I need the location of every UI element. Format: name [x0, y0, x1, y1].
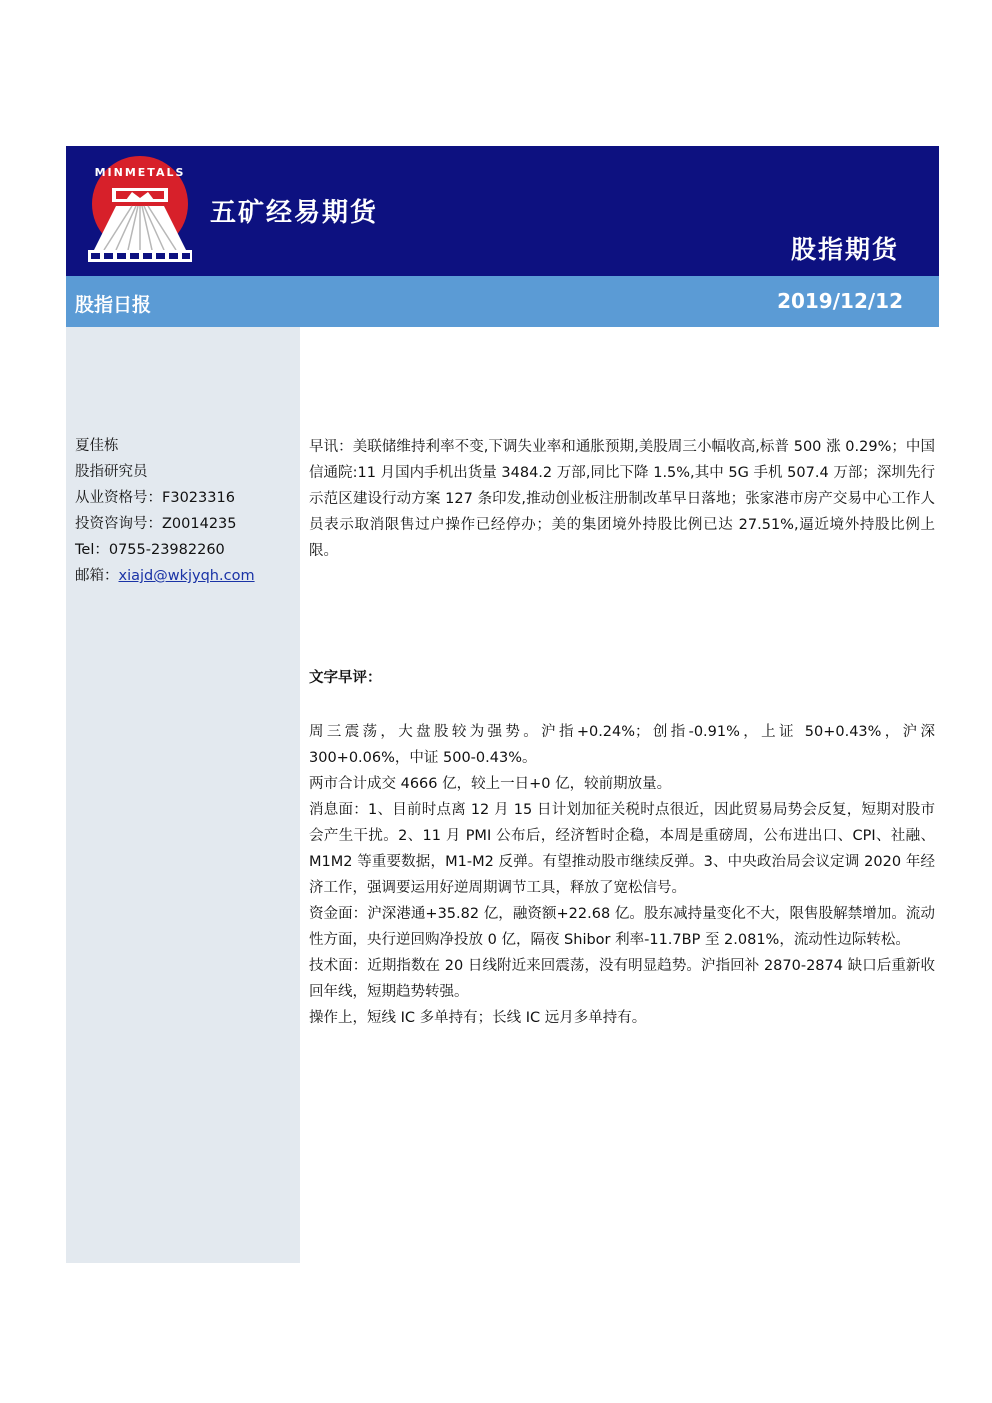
review-paragraph: 消息面：1、目前时点离 12 月 15 日计划加征关税时点很近，因此贸易局势会反复，短期对股市会产生干扰。2、11 月 PMI 公布后，经济暂时企稳，本周是重磅周，公布进出口、CPI、社融、M1M2 等重要数据，M1-M2 反弹。有望推动股市继续反弹。3、中央政治局会议定调 2020 年经济工作，强调要运用好逆周期调节工具，释放了宽松信号。 — [309, 802, 935, 896]
email-label: 邮箱： — [75, 568, 119, 584]
report-sub-header — [66, 276, 939, 327]
product-title: 股指期货 — [790, 235, 899, 264]
review-paragraph: 技术面：近期指数在 20 日线附近来回震荡，没有明显趋势。沪指回补 2870-2874 缺口后重新收回年线，短期趋势转强。 — [309, 958, 935, 1000]
header-band — [66, 146, 939, 276]
minmetals-logo — [86, 154, 194, 264]
email-link[interactable]: xiajd@wkjyqh.com — [118, 568, 255, 584]
svg-text:MINMETALS: MINMETALS — [94, 166, 186, 179]
review-body — [309, 719, 935, 1031]
email-row — [75, 563, 255, 589]
analyst-info — [75, 433, 255, 589]
analyst-title: 股指研究员 — [75, 464, 148, 480]
review-paragraph: 两市合计成交 4666 亿，较上一日+0 亿，较前期放量。 — [309, 776, 672, 792]
review-heading: 文字早评： — [309, 670, 382, 686]
analyst-sidebar — [66, 327, 300, 1263]
review-paragraph: 周三震荡，大盘股较为强势。沪指+0.24%；创指-0.91%，上证 50+0.43%，沪深 300+0.06%，中证 500-0.43%。 — [309, 724, 935, 766]
review-paragraph: 资金面：沪深港通+35.82 亿，融资额+22.68 亿。股东减持量变化不大，限售股解禁增加。流动性方面，央行逆回购净投放 0 亿，隔夜 Shibor 利率-11.7BP 至 2.081%，流动性边际转松。 — [309, 906, 935, 948]
telephone: Tel：0755-23982260 — [75, 542, 225, 558]
report-date: 2019/12/12 — [777, 289, 903, 313]
qualification-number: 从业资格号：F3023316 — [75, 490, 235, 506]
review-paragraph: 操作上，短线 IC 多单持有；长线 IC 远月多单持有。 — [309, 1010, 647, 1026]
report-type: 股指日报 — [75, 294, 152, 316]
consulting-number: 投资咨询号：Z0014235 — [75, 516, 237, 532]
company-name: 五矿经易期货 — [210, 198, 379, 228]
analyst-name: 夏佳栋 — [75, 438, 119, 454]
morning-news: 早讯：美联储维持利率不变,下调失业率和通胀预期,美股周三小幅收高,标普 500 涨 0.29%；中国信通院:11 月国内手机出货量 3484.2 万部,同比下降 1.5%,其中 5G 手机 507.4 万部；深圳先行示范区建设行动方案 127 条印发,推动创业板注册制改革早日落地；张家港市房产交易中心工作人员表示取消限售过户操作已经停办；美的集团境外持股比例已达 27.51%,逼近境外持股比例上限。 — [309, 439, 935, 559]
